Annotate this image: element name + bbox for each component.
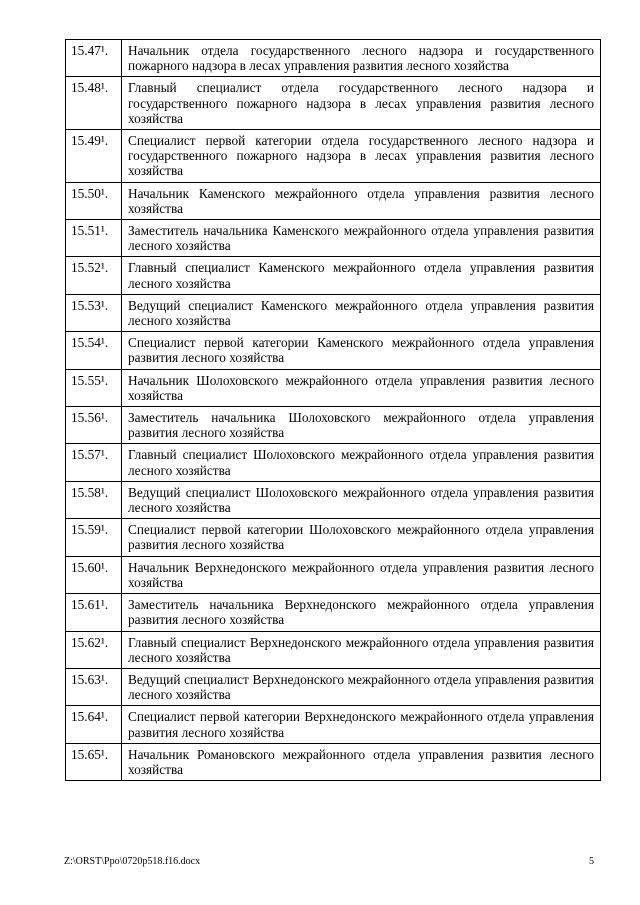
positions-table-body	[66, 40, 601, 781]
positions-table	[65, 39, 601, 781]
row-number: 15.60¹.	[66, 556, 122, 593]
table-row	[66, 40, 601, 77]
table-row	[66, 668, 601, 705]
table-row	[66, 519, 601, 556]
table-row	[66, 407, 601, 444]
row-position-title: Начальник отдела государственного лесного надзора и государственного пожарного надзора в лесах управления развития лесного хозяйства	[122, 40, 601, 77]
row-number: 15.62¹.	[66, 631, 122, 668]
table-row	[66, 294, 601, 331]
row-position-title: Заместитель начальника Шолоховского межрайонного отдела управления развития лесного хозяйства	[122, 407, 601, 444]
row-number: 15.51¹.	[66, 220, 122, 257]
row-position-title: Главный специалист Каменского межрайонного отдела управления развития лесного хозяйства	[122, 257, 601, 294]
row-position-title: Специалист первой категории Каменского межрайонного отдела управления развития лесного хозяйства	[122, 332, 601, 369]
row-number: 15.65¹.	[66, 743, 122, 780]
table-row	[66, 77, 601, 130]
table-row	[66, 182, 601, 219]
row-position-title: Заместитель начальника Каменского межрайонного отдела управления развития лесного хозяйства	[122, 220, 601, 257]
footer-file-path: Z:\ORST\Ppo\0720p518.f16.docx	[64, 856, 201, 867]
row-number: 15.55¹.	[66, 369, 122, 406]
row-position-title: Главный специалист отдела государственного лесного надзора и государственного пожарного надзора в лесах управления развития лесного хозяйства	[122, 77, 601, 130]
row-number: 15.52¹.	[66, 257, 122, 294]
row-number: 15.47¹.	[66, 40, 122, 77]
table-row	[66, 444, 601, 481]
row-number: 15.53¹.	[66, 294, 122, 331]
row-number: 15.57¹.	[66, 444, 122, 481]
row-number: 15.59¹.	[66, 519, 122, 556]
row-position-title: Ведущий специалист Шолоховского межрайонного отдела управления развития лесного хозяйства	[122, 481, 601, 518]
row-position-title: Заместитель начальника Верхнедонского межрайонного отдела управления развития лесного хозяйства	[122, 594, 601, 631]
row-number: 15.63¹.	[66, 668, 122, 705]
row-number: 15.48¹.	[66, 77, 122, 130]
table-row	[66, 743, 601, 780]
row-position-title: Начальник Каменского межрайонного отдела управления развития лесного хозяйства	[122, 182, 601, 219]
row-number: 15.56¹.	[66, 407, 122, 444]
row-position-title: Специалист первой категории отдела государственного лесного надзора и государственного пожарного надзора в лесах управления развития лесного хозяйства	[122, 130, 601, 183]
row-position-title: Главный специалист Верхнедонского межрайонного отдела управления развития лесного хозяйства	[122, 631, 601, 668]
table-row	[66, 257, 601, 294]
row-number: 15.54¹.	[66, 332, 122, 369]
row-position-title: Специалист первой категории Верхнедонского межрайонного отдела управления развития лесного хозяйства	[122, 706, 601, 743]
row-position-title: Начальник Романовского межрайонного отдела управления развития лесного хозяйства	[122, 743, 601, 780]
table-row	[66, 631, 601, 668]
table-row	[66, 594, 601, 631]
row-number: 15.50¹.	[66, 182, 122, 219]
row-position-title: Специалист первой категории Шолоховского межрайонного отдела управления развития лесного хозяйства	[122, 519, 601, 556]
row-position-title: Начальник Шолоховского межрайонного отдела управления развития лесного хозяйства	[122, 369, 601, 406]
table-row	[66, 369, 601, 406]
row-position-title: Начальник Верхнедонского межрайонного отдела управления развития лесного хозяйства	[122, 556, 601, 593]
table-row	[66, 130, 601, 183]
table-row	[66, 556, 601, 593]
footer-page-number: 5	[589, 856, 594, 867]
row-number: 15.49¹.	[66, 130, 122, 183]
table-row	[66, 706, 601, 743]
table-row	[66, 332, 601, 369]
row-position-title: Ведущий специалист Верхнедонского межрайонного отдела управления развития лесного хозяйства	[122, 668, 601, 705]
row-position-title: Ведущий специалист Каменского межрайонного отдела управления развития лесного хозяйства	[122, 294, 601, 331]
table-row	[66, 220, 601, 257]
table-row	[66, 481, 601, 518]
row-number: 15.58¹.	[66, 481, 122, 518]
row-position-title: Главный специалист Шолоховского межрайонного отдела управления развития лесного хозяйства	[122, 444, 601, 481]
row-number: 15.61¹.	[66, 594, 122, 631]
row-number: 15.64¹.	[66, 706, 122, 743]
